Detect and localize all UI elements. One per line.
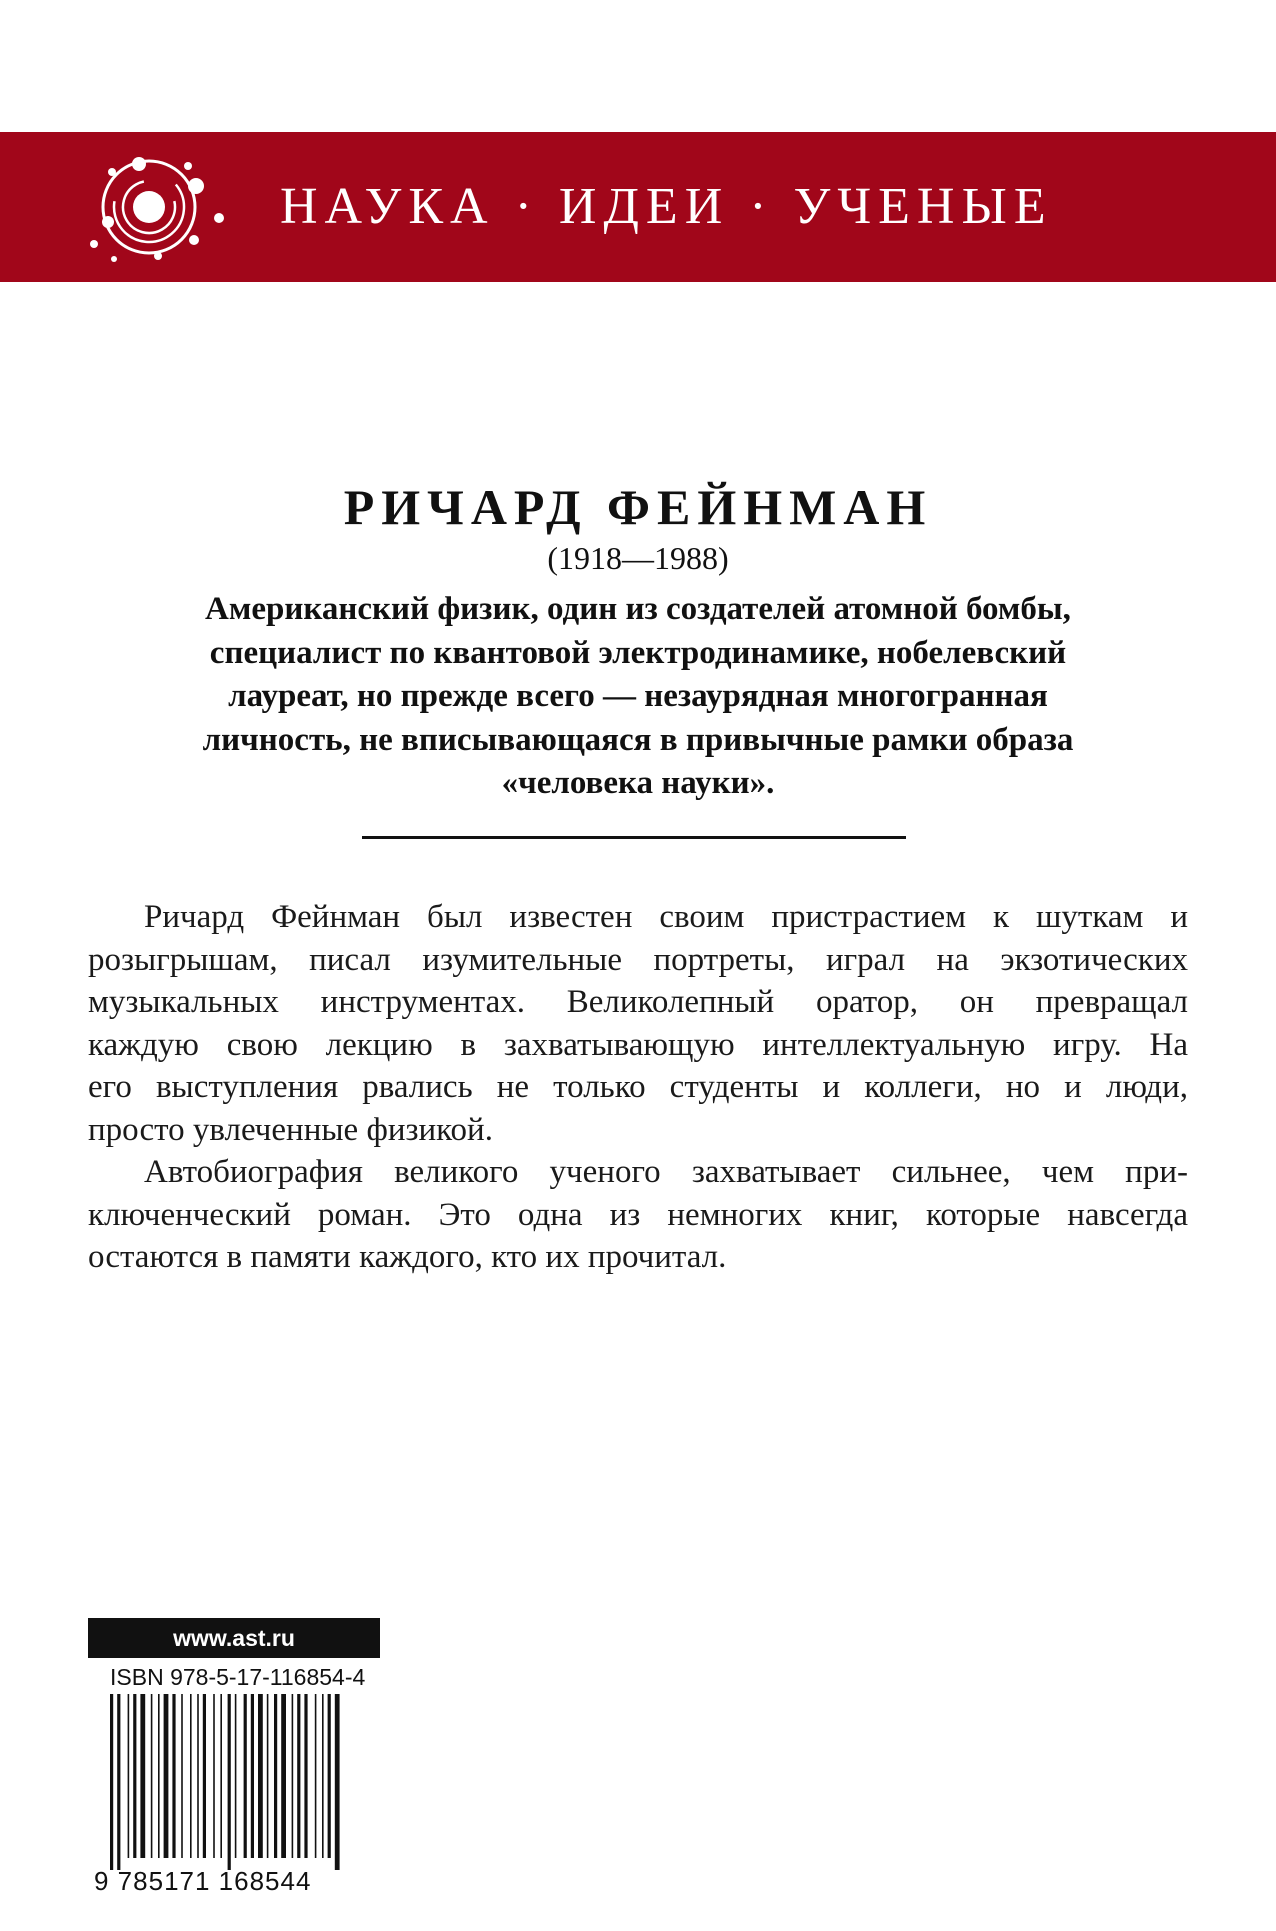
- summary-line: специалист по квантовой электродинамике, нобелевский: [209, 634, 1067, 671]
- barcode-bar: [267, 1694, 269, 1858]
- series-title: НАУКА · ИДЕИ · УЧЕНЫЕ: [280, 178, 1053, 235]
- barcode-bar: [151, 1694, 153, 1858]
- barcode-bar: [164, 1694, 169, 1858]
- publisher-url: www.ast.ru: [88, 1618, 380, 1658]
- barcode-bar: [251, 1694, 254, 1858]
- author-name: РИЧАРД ФЕЙНМАН: [343, 479, 933, 535]
- barcode-bar: [244, 1694, 247, 1858]
- description-line: музыкальных инструментах. Великолепный оратор, он превращал: [88, 984, 1188, 1020]
- barcode-bar: [117, 1694, 120, 1870]
- barcode-bar: [203, 1694, 206, 1858]
- description-line: Ричард Фейнман был известен своим пристрастием к шуткам и: [144, 899, 1188, 935]
- barcode-bar: [235, 1694, 237, 1858]
- description-line: Автобиография великого ученого захватывает сильнее, чем при-: [144, 1154, 1188, 1190]
- description-line: ключенческий роман. Это одна из немногих книг, которые навсегда: [88, 1196, 1188, 1233]
- author-years: (1918—1988): [547, 540, 729, 576]
- barcode-bar: [220, 1694, 222, 1858]
- barcode-bar: [335, 1694, 340, 1870]
- barcode-bar: [110, 1694, 113, 1870]
- description-line: остаются в памяти каждого, кто их прочитал.: [88, 1239, 727, 1275]
- barcode-bar: [181, 1694, 183, 1858]
- barcode-bar: [133, 1694, 136, 1858]
- atom-orbit-icon: [84, 144, 230, 270]
- barcode-bar: [328, 1694, 331, 1858]
- barcode-bar: [292, 1694, 294, 1858]
- isbn-label: ISBN 978-5-17-116854-4: [110, 1664, 366, 1690]
- series-banner: [0, 132, 1276, 282]
- summary-line: лауреат, но прежде всего — незаурядная многогранная: [228, 678, 1048, 714]
- barcode-bar: [128, 1694, 130, 1858]
- barcode-bar: [297, 1694, 300, 1858]
- barcode-icon: [108, 1694, 358, 1870]
- description-line: розыгрышам, писал изумительные портреты, играл на экзотических: [88, 941, 1188, 978]
- book-description: [88, 896, 1188, 1279]
- description-line: его выступления рвались не только студенты и коллеги, но и люди,: [88, 1069, 1188, 1105]
- barcode-bar: [213, 1694, 215, 1858]
- barcode-digits: 9 785171 168544: [94, 1866, 312, 1896]
- barcode-bar: [304, 1694, 307, 1858]
- barcode-bar: [197, 1694, 199, 1858]
- description-line: просто увлеченные физикой.: [88, 1111, 493, 1148]
- barcode-bar: [274, 1694, 277, 1858]
- barcode-bar: [140, 1694, 145, 1858]
- author-summary: [150, 588, 1126, 806]
- divider-rule: [362, 836, 906, 839]
- barcode-bar: [190, 1694, 192, 1858]
- barcode-bar: [158, 1694, 160, 1858]
- barcode-bar: [228, 1694, 231, 1870]
- barcode-bar: [322, 1694, 324, 1858]
- summary-line: личность, не вписывающаяся в привычные рамки образа: [202, 721, 1074, 758]
- barcode-bar: [281, 1694, 286, 1858]
- summary-line: Американский физик, один из создателей атомной бомбы,: [205, 591, 1071, 627]
- summary-line: «человека науки».: [501, 765, 775, 801]
- description-line: каждую свою лекцию в захватывающую интеллектуальную игру. На: [88, 1026, 1188, 1063]
- barcode-bar: [258, 1694, 263, 1858]
- barcode-bar: [172, 1694, 175, 1858]
- barcode-bar: [315, 1694, 317, 1858]
